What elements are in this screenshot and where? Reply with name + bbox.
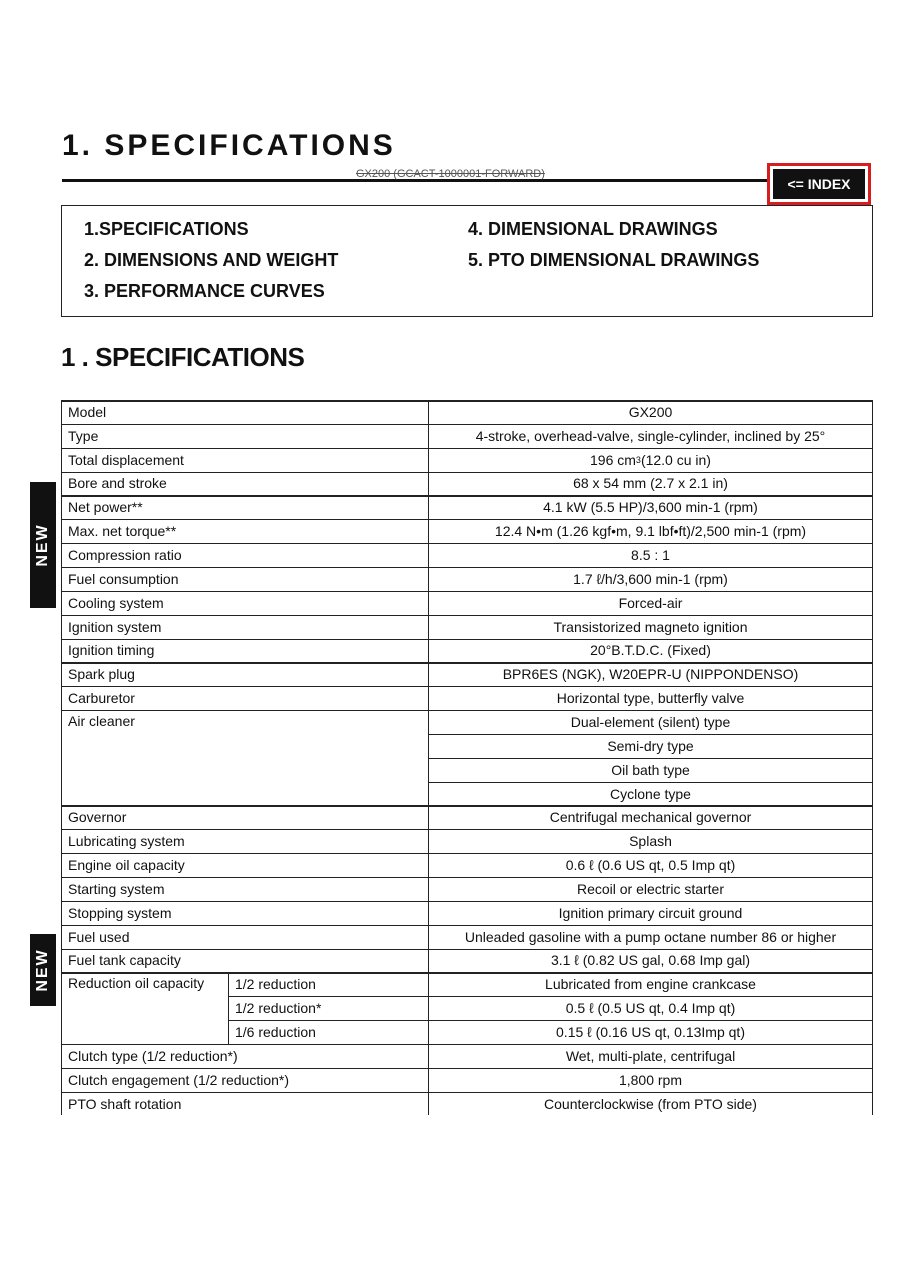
spec-value: Dual-element (silent) type: [570, 713, 731, 730]
spec-value: Lubricated from engine crankcase: [545, 976, 756, 993]
spec-label: Total displacement: [68, 451, 184, 468]
spec-row: [61, 853, 873, 877]
spec-label: Ignition timing: [68, 642, 155, 659]
spec-value: 1,800 rpm: [618, 1071, 683, 1088]
spec-row: [61, 519, 873, 543]
spec-row: [61, 615, 873, 639]
spec-sublabel: 1/2 reduction*: [235, 1000, 322, 1017]
spec-value: Splash: [629, 833, 672, 850]
spec-label: Ignition system: [68, 618, 162, 635]
new-tab-badge: NEW: [30, 934, 56, 1006]
spec-value: Counterclockwise (from PTO side): [544, 1095, 757, 1112]
spec-row: [61, 949, 873, 973]
spec-row: [61, 710, 873, 805]
spec-label: Air cleaner: [68, 713, 135, 730]
spec-row: [61, 662, 873, 686]
spec-label: Model: [68, 403, 107, 420]
spec-value: Ignition primary circuit ground: [558, 904, 743, 921]
spec-value: Centrifugal mechanical governor: [549, 809, 752, 826]
spec-value: 0.6 ℓ (0.6 US qt, 0.5 Imp qt): [565, 857, 736, 874]
spec-row: [61, 1068, 873, 1092]
spec-row: [61, 805, 873, 829]
spec-label: Governor: [68, 809, 127, 826]
spec-value: 4-stroke, overhead-valve, single-cylinder, inclined by 25°: [475, 427, 826, 444]
spec-row: [61, 1092, 873, 1116]
new-tab-badge: NEW: [30, 482, 56, 608]
spec-label: Lubricating system: [68, 833, 185, 850]
spec-label: Fuel consumption: [68, 570, 179, 587]
spec-value: 0.15 ℓ (0.16 US qt, 0.13Imp qt): [556, 1024, 745, 1040]
spec-row: [61, 1044, 873, 1068]
spec-row: [61, 901, 873, 925]
spec-value: Semi-dry type: [607, 737, 694, 754]
spec-value: 8.5 : 1: [631, 547, 670, 564]
toc-link-pto-dimensional-drawings[interactable]: 5. PTO DIMENSIONAL DRAWINGS: [468, 250, 760, 270]
table-rule: [61, 400, 62, 1115]
spec-value: Wet, multi-plate, centrifugal: [565, 1047, 736, 1064]
spec-row: [61, 400, 873, 424]
index-button-label: <= INDEX: [773, 169, 865, 199]
spec-label: Cooling system: [68, 594, 164, 611]
page-title: 1. SPECIFICATIONS: [62, 129, 396, 162]
spec-row: [61, 686, 873, 710]
spec-row: [61, 639, 873, 663]
spec-label: Starting system: [68, 880, 165, 897]
table-rule: [428, 400, 429, 1115]
spec-label: Engine oil capacity: [68, 857, 185, 874]
spec-value: 3.1 ℓ (0.82 US gal, 0.68 Imp gal): [550, 952, 751, 969]
spec-row: [61, 472, 873, 496]
spec-label: Reduction oil capacity: [68, 975, 205, 992]
table-of-contents: [61, 205, 873, 317]
spec-value: Recoil or electric starter: [576, 880, 725, 897]
table-rule: [872, 400, 873, 1115]
spec-label: Fuel used: [68, 928, 130, 945]
spec-label: Clutch engagement (1/2 reduction*): [68, 1071, 290, 1088]
spec-label: Compression ratio: [68, 547, 182, 564]
spec-value: 12.4 N•m (1.26 kgf•m, 9.1 lbf•ft)/2,500 min-1 (rpm): [494, 523, 807, 540]
spec-label: Bore and stroke: [68, 475, 167, 492]
spec-label: Clutch type (1/2 reduction*): [68, 1047, 238, 1064]
spec-value: GX200: [628, 403, 673, 420]
toc-link-dimensions-weight[interactable]: 2. DIMENSIONS AND WEIGHT: [84, 250, 339, 270]
spec-row: [61, 495, 873, 519]
toc-link-performance-curves[interactable]: 3. PERFORMANCE CURVES: [84, 281, 325, 301]
spec-value: 196 cm 3 (12.0 cu in): [590, 451, 711, 468]
spec-value: Oil bath type: [611, 761, 690, 778]
spec-label: Carburetor: [68, 690, 135, 707]
spec-row: [61, 448, 873, 472]
spec-value: 0.5 ℓ (0.5 US qt, 0.4 Imp qt): [565, 1000, 736, 1017]
spec-value: Forced-air: [618, 594, 683, 611]
spec-value: Cyclone type: [610, 785, 691, 802]
spec-row: [61, 424, 873, 448]
spec-row: [61, 591, 873, 615]
spec-label: Stopping system: [68, 904, 172, 921]
spec-row: [61, 543, 873, 567]
model-note: GX200 (GCACT-1000001-FORWARD): [356, 168, 545, 180]
spec-value: 20°B.T.D.C. (Fixed): [590, 642, 711, 659]
spec-sublabel: 1/2 reduction: [235, 976, 316, 993]
spec-row: [61, 829, 873, 853]
spec-label: Spark plug: [68, 666, 135, 683]
spec-row: [61, 567, 873, 591]
toc-link-specifications[interactable]: 1.SPECIFICATIONS: [84, 219, 249, 239]
spec-row: [61, 925, 873, 949]
spec-label: Max. net torque**: [68, 523, 177, 540]
spec-label: Type: [68, 427, 99, 444]
spec-label: Net power**: [68, 499, 143, 516]
spec-value: Unleaded gasoline with a pump octane number 86 or higher: [464, 928, 837, 945]
toc-link-dimensional-drawings[interactable]: 4. DIMENSIONAL DRAWINGS: [468, 219, 718, 239]
spec-label: Fuel tank capacity: [68, 952, 181, 969]
spec-value: 4.1 kW (5.5 HP)/3,600 min-1 (rpm): [543, 499, 758, 516]
spec-value: Transistorized magneto ignition: [553, 618, 748, 635]
spec-value: 1.7 ℓ/h/3,600 min-1 (rpm): [573, 570, 728, 587]
spec-label: PTO shaft rotation: [68, 1095, 182, 1112]
spec-value: Horizontal type, butterfly valve: [556, 690, 745, 707]
spec-row: [61, 972, 873, 1044]
spec-row: [61, 877, 873, 901]
spec-value: 68 x 54 mm (2.7 x 2.1 in): [573, 475, 728, 492]
spec-value: BPR6ES (NGK), W20EPR-U (NIPPONDENSO): [502, 666, 799, 683]
section-heading: 1 . SPECIFICATIONS: [61, 342, 305, 372]
spec-sublabel: 1/6 reduction: [235, 1024, 316, 1040]
index-button[interactable]: [767, 163, 871, 205]
